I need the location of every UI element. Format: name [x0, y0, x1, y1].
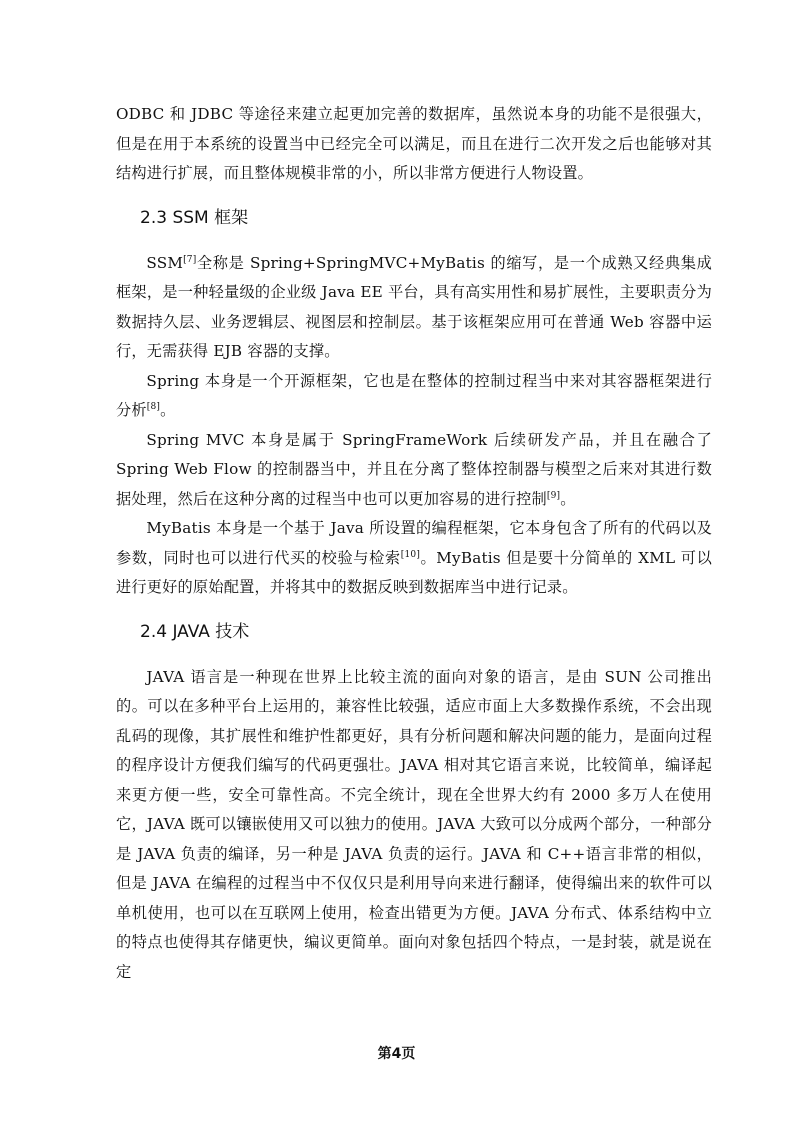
citation-ref: [7] — [183, 254, 197, 265]
citation-ref: [8] — [146, 402, 161, 412]
paragraph-spring-mvc — [116, 426, 712, 515]
paragraph-text: 全称是 Spring+SpringMVC+MyBatis 的缩写，是一个成熟又经典集成框架，是一种轻量级的企业级 Java EE 平台，具有高实用性和易扩展性，主要职责分为数据持久层、业务逻辑层、视图层和控制层。基于该框架应用可在普通 Web 容器中运行，无需获得 EJB 容器的支撑。 — [116, 253, 712, 360]
citation-ref: [10] — [400, 549, 421, 560]
section-heading-2-3: 2.3 SSM 框架 — [140, 207, 249, 228]
page-number: 第4页 — [377, 1046, 416, 1062]
section-heading-2-4: 2.4 JAVA 技术 — [140, 621, 250, 642]
paragraph-text: SSM — [146, 253, 184, 272]
paragraph-text: Spring MVC 本身是属于 SpringFrameWork 后续研发产品，并且在融合了 Spring Web Flow 的控制器当中，并且在分离了整体控制器与模型之后来对其进行数据处理，然后在这种分离的过程当中也可以更加容易的进行控制 — [116, 430, 712, 508]
document-body — [116, 100, 712, 987]
paragraph-ssm — [116, 249, 712, 367]
paragraph-text: 。MyBatis 但是要十分简单的 XML 可以进行更好的原始配置，并将其中的数据反映到数据库当中进行记录。 — [116, 548, 712, 596]
paragraph-text: 。 — [560, 489, 576, 508]
paragraph-text: 。 — [160, 401, 176, 419]
paragraph-intro: ODBC 和 JDBC 等途径来建立起更加完善的数据库，虽然说本身的功能不是很强大，但是在用于本系统的设置当中已经完全可以满足，而且在进行二次开发之后也能够对其结构进行扩展，而且整体规模非常的小，所以非常方便进行人物设置。 — [116, 105, 712, 182]
citation-ref: [9] — [546, 490, 561, 501]
paragraph-spring — [116, 367, 712, 426]
paragraph-java: JAVA 语言是一种现在世界上比较主流的面向对象的语言，是由 SUN 公司推出的。可以在多种平台上运用的，兼容性比较强，适应市面上大多数操作系统，不会出现乱码的现像，其扩展性和维护性都更好，具有分析问题和解决问题的能力，是面向过程的程序设计方便我们编写的代码更强壮。JAVA 相对其它语言来说，比较简单，编译起来更方便一些，安全可靠性高。不完全统计，现在全世界大约有 2000 多万人在使用它，JAVA 既可以镶嵌使用又可以独力的使用。JAVA 大致可以分成两个部分，一种部分是 JAVA 负责的编译，另一种是 JAVA 负责的运行。JAVA 和 C++语言非常的相似，但是 JAVA 在编程的过程当中不仅仅只是利用导向来进行翻译，使得编出来的软件可以单机使用，也可以在互联网上使用，检查出错更为方便。JAVA 分布式、体系结构中立的特点也使得其存储更快，编议更简单。面向对象包括四个特点，一是封装，就是说在定 — [116, 667, 712, 981]
paragraph-mybatis — [116, 514, 712, 603]
paragraph-text: Spring 本身是一个开源框架，它也是在整体的控制过程当中来对其容器框架进行分析 — [116, 371, 712, 419]
paragraph-text: MyBatis 本身是一个基于 Java 所设置的编程框架，它本身包含了所有的代码以及参数，同时也可以进行代买的校验与检索 — [116, 519, 712, 567]
